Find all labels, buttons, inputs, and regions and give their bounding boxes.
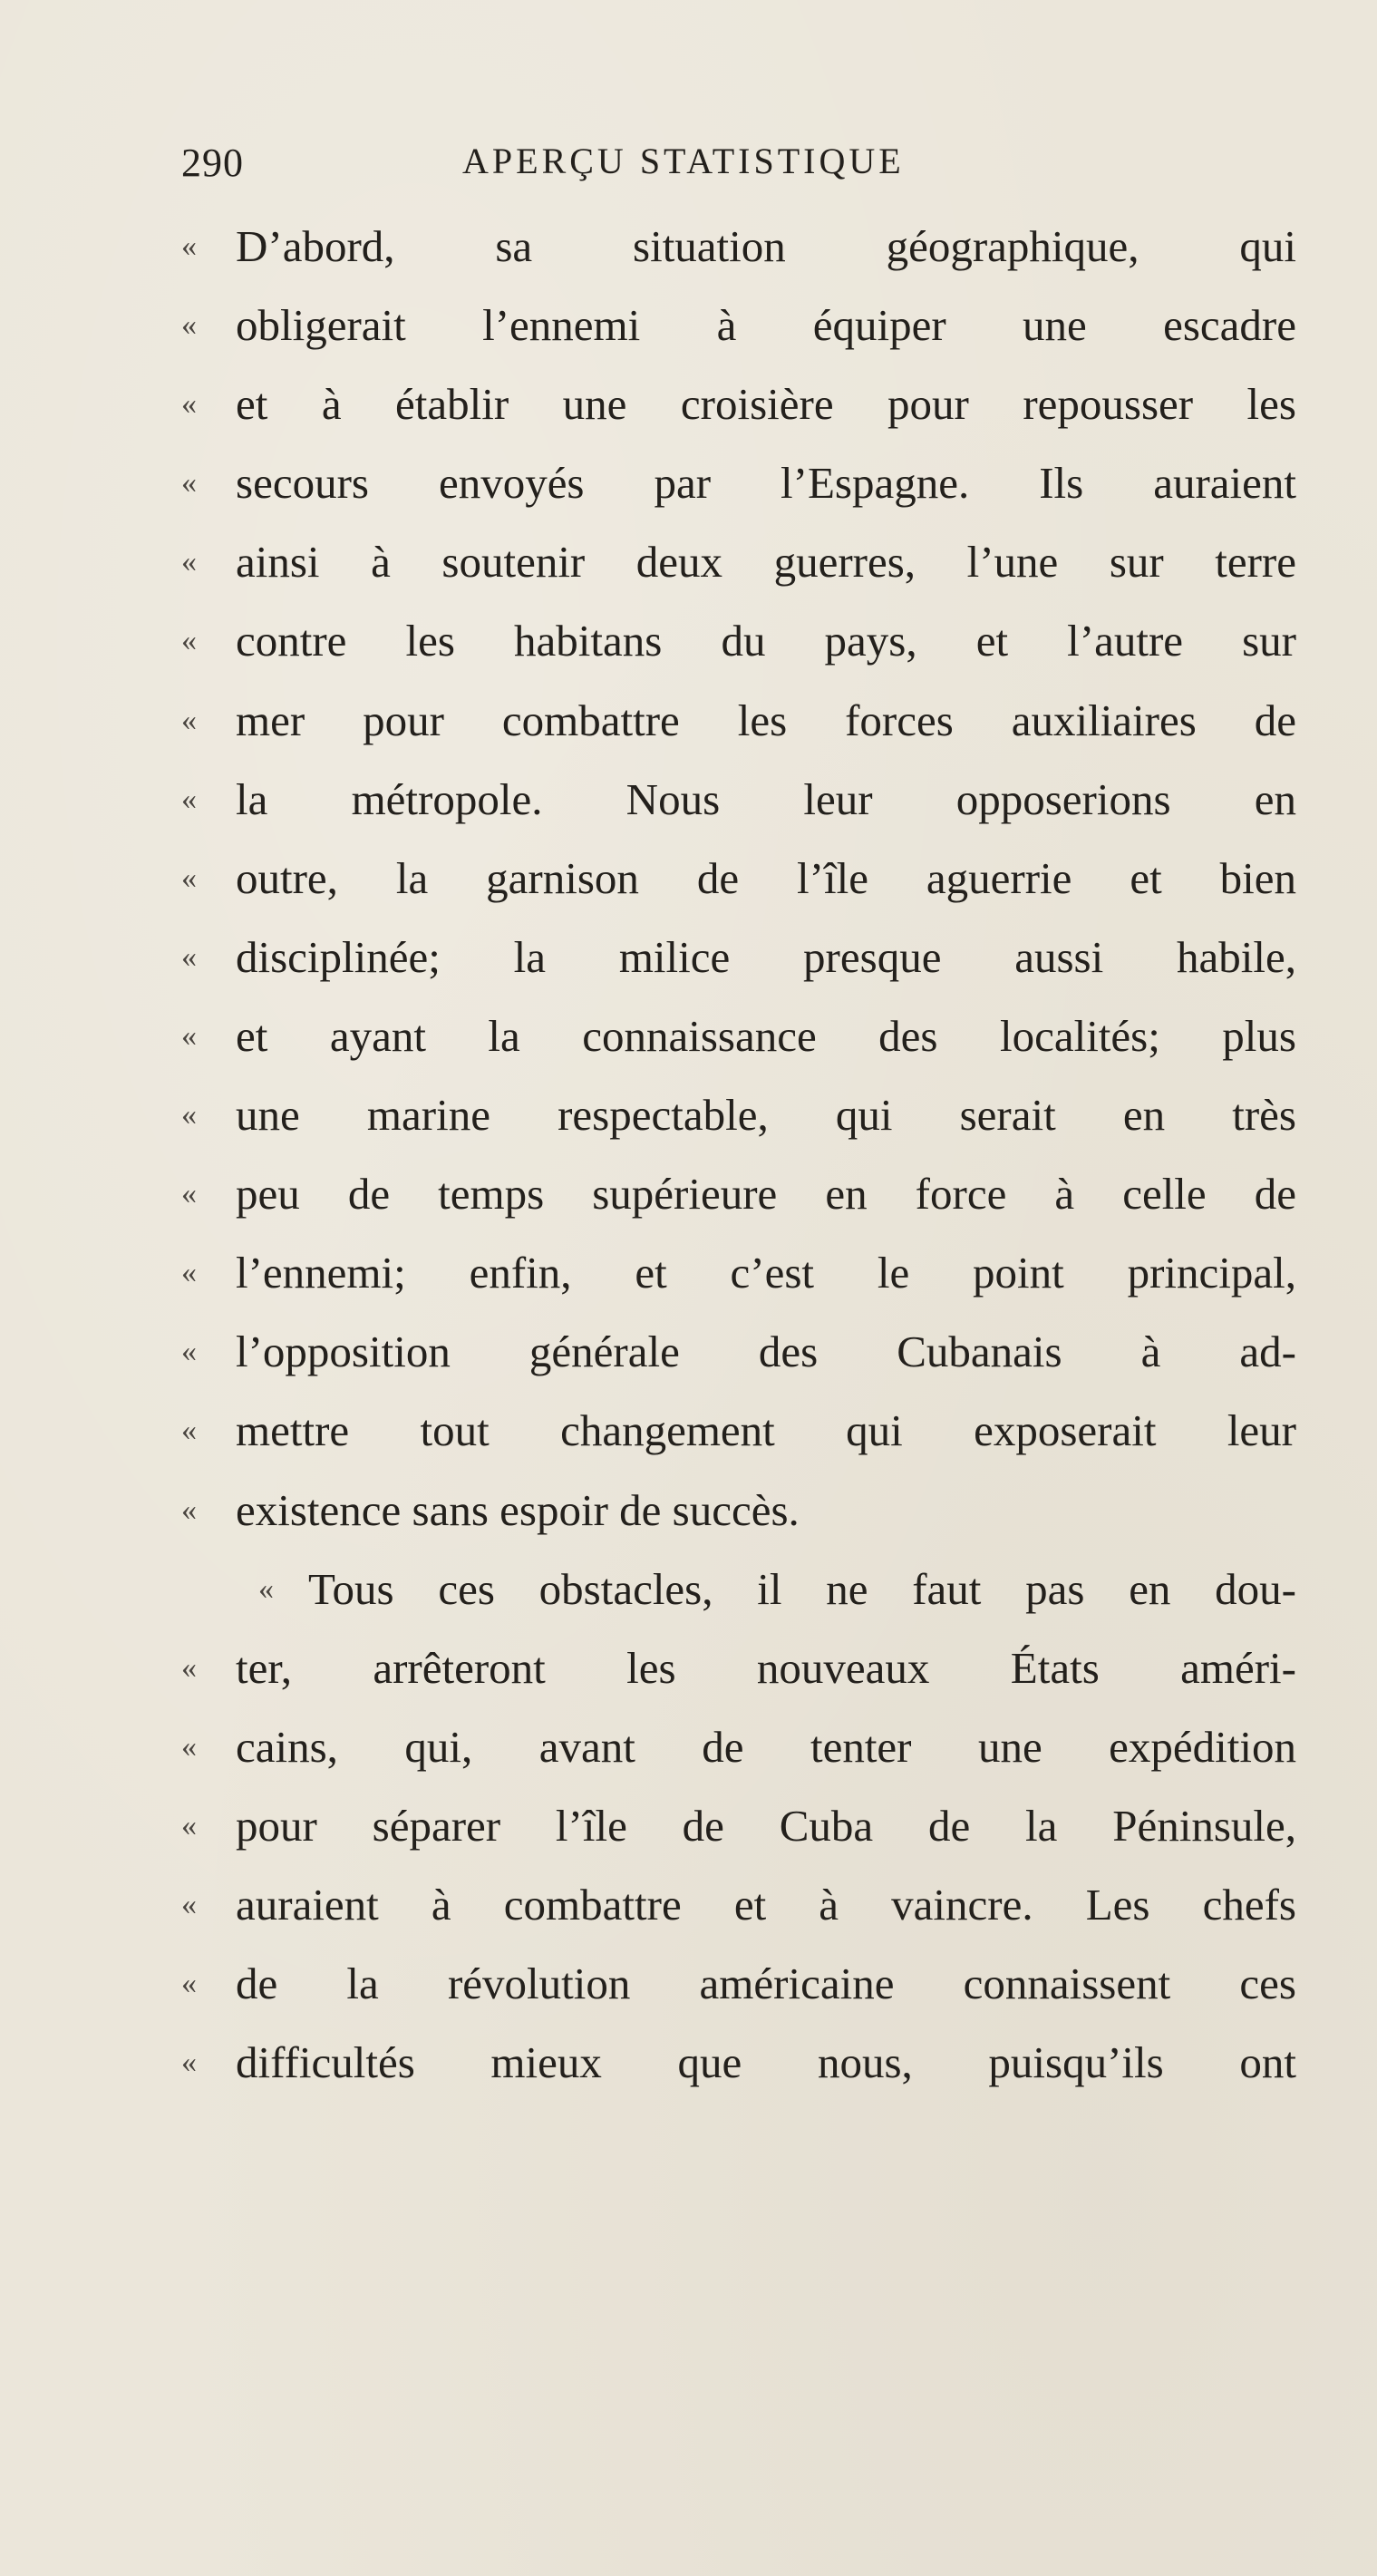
quote-mark: « xyxy=(181,782,197,816)
line-text: l’ennemi; enfin, et c’est le point principal, xyxy=(236,1248,1296,1298)
quote-mark: « xyxy=(181,703,197,737)
text-line xyxy=(181,681,1296,760)
text-line xyxy=(181,601,1296,680)
running-head-title: APERÇU STATISTIQUE xyxy=(462,141,905,181)
text-line xyxy=(181,365,1296,443)
text-line xyxy=(181,839,1296,918)
line-text: pour séparer l’île de Cuba de la Péninsule, xyxy=(236,1800,1296,1851)
quote-mark: « xyxy=(181,1098,197,1132)
text-line xyxy=(181,996,1296,1075)
line-text: outre, la garnison de l’île aguerrie et bien xyxy=(236,852,1296,903)
quote-mark: « xyxy=(181,1256,197,1290)
page-number: 290 xyxy=(181,141,244,185)
quote-mark: « xyxy=(181,1650,197,1685)
text-line xyxy=(181,1628,1296,1707)
text-line xyxy=(181,1075,1296,1154)
line-text: l’opposition générale des Cubanais à ad- xyxy=(236,1327,1296,1377)
line-text: mettre tout changement qui exposerait leur xyxy=(236,1405,1296,1456)
line-text: existence sans espoir de succès. xyxy=(236,1484,800,1535)
quote-mark: « xyxy=(258,1571,274,1606)
text-line xyxy=(181,1233,1296,1312)
line-text: secours envoyés par l’Espagne. Ils auraient xyxy=(236,458,1296,509)
line-text: et ayant la connaissance des localités; plus xyxy=(236,1010,1296,1061)
line-text: Tous ces obstacles, il ne faut pas en dou- xyxy=(308,1563,1296,1614)
line-text: de la révolution américaine connaissent ces xyxy=(236,1959,1296,2009)
running-head xyxy=(181,136,1088,190)
text-line xyxy=(181,1312,1296,1391)
quote-mark: « xyxy=(181,229,197,263)
line-text: et à établir une croisière pour repousser les xyxy=(236,379,1296,430)
quote-mark: « xyxy=(181,2046,197,2080)
line-text: une marine respectable, qui serait en très xyxy=(236,1090,1296,1141)
quote-mark: « xyxy=(181,545,197,579)
line-text: mer pour combattre les forces auxiliaires de xyxy=(236,695,1296,745)
line-text: obligerait l’ennemi à équiper une escadre xyxy=(236,300,1296,351)
text-line xyxy=(181,522,1296,601)
text-line-paragraph-start xyxy=(181,1550,1296,1628)
text-line xyxy=(181,1471,1296,1550)
line-text: cains, qui, avant de tenter une expédition xyxy=(236,1721,1296,1772)
line-text: disciplinée; la milice presque aussi habile, xyxy=(236,931,1296,982)
quote-mark: « xyxy=(181,939,197,974)
text-line xyxy=(181,286,1296,365)
quote-mark: « xyxy=(181,1887,197,1921)
line-text: D’abord, sa situation géographique, qui xyxy=(236,221,1296,271)
line-text: auraient à combattre et à vaincre. Les chefs xyxy=(236,1879,1296,1930)
text-line xyxy=(181,1865,1296,1944)
text-line xyxy=(181,1786,1296,1865)
quote-mark: « xyxy=(181,1967,197,2001)
line-text: la métropole. Nous leur opposerions en xyxy=(236,773,1296,824)
quote-mark: « xyxy=(181,1492,197,1527)
quote-mark: « xyxy=(181,1808,197,1842)
quote-mark: « xyxy=(181,860,197,895)
line-text: ainsi à soutenir deux guerres, l’une sur terre xyxy=(236,537,1296,588)
text-line xyxy=(181,1944,1296,2023)
body-text xyxy=(181,207,1296,2102)
line-text: contre les habitans du pays, et l’autre sur xyxy=(236,616,1296,666)
quote-mark: « xyxy=(181,1729,197,1764)
text-line xyxy=(181,1707,1296,1786)
text-line xyxy=(181,918,1296,996)
quote-mark: « xyxy=(181,387,197,422)
quote-mark: « xyxy=(181,1177,197,1211)
text-line xyxy=(181,207,1296,286)
quote-mark: « xyxy=(181,466,197,501)
line-text: difficultés mieux que nous, puisqu’ils ont xyxy=(236,2037,1296,2088)
quote-mark: « xyxy=(181,1414,197,1448)
quote-mark: « xyxy=(181,1018,197,1053)
text-line xyxy=(181,1391,1296,1470)
quote-mark: « xyxy=(181,308,197,343)
quote-mark: « xyxy=(181,1335,197,1369)
text-line xyxy=(181,443,1296,522)
line-text: peu de temps supérieure en force à celle de xyxy=(236,1169,1296,1220)
text-line xyxy=(181,1154,1296,1233)
text-line xyxy=(181,2023,1296,2102)
text-line xyxy=(181,760,1296,839)
line-text: ter, arrêteront les nouveaux États améri- xyxy=(236,1642,1296,1693)
quote-mark: « xyxy=(181,624,197,658)
